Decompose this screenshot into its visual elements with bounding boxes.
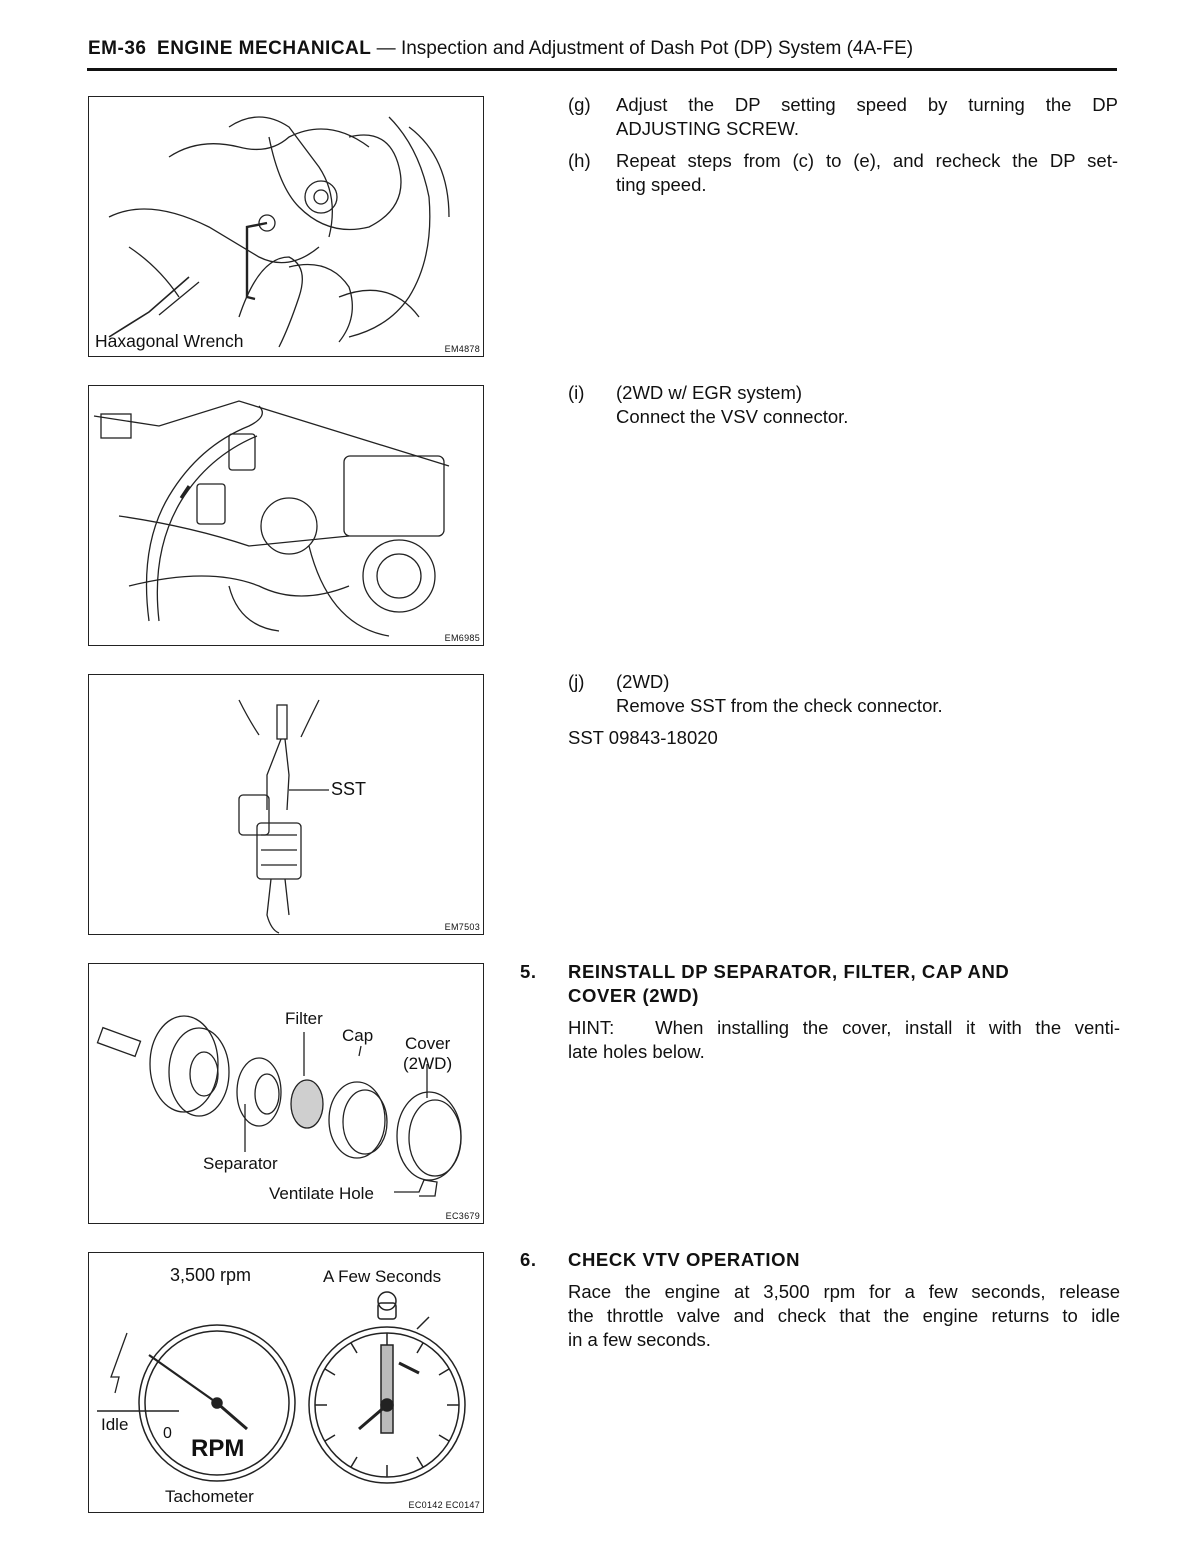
label-idle: Idle xyxy=(101,1415,129,1434)
step-number: 6. xyxy=(520,1249,537,1270)
step-heading-line: REINSTALL DP SEPARATOR, FILTER, CAP AND xyxy=(568,961,1010,982)
step-marker: (j) xyxy=(568,671,585,692)
figure-code: EM6985 xyxy=(444,633,480,643)
step-marker: (g) xyxy=(568,94,591,115)
step-marker: (i) xyxy=(568,382,585,403)
header-dash: — xyxy=(376,38,396,59)
step-heading: CHECK VTV OPERATION xyxy=(568,1249,801,1270)
step-text-line: ting speed. xyxy=(616,174,707,195)
step-text-line: Race the engine at 3,500 rpm for a few seconds, release xyxy=(568,1281,1120,1302)
page-subtitle: Inspection and Adjustment of Dash Pot (DP) System (4A-FE) xyxy=(400,38,914,59)
figure-check-connector xyxy=(88,674,484,935)
label-sst: SST xyxy=(331,779,367,799)
figure-code: EC3679 xyxy=(445,1211,480,1221)
figure-hex-wrench xyxy=(88,96,484,357)
label-hex-wrench: Haxagonal Wrench xyxy=(95,331,244,351)
figure-tachometer xyxy=(88,1252,484,1513)
step-text-line: Adjust the DP setting speed by turning the DP xyxy=(616,94,1118,115)
step-text-line: Repeat steps from (c) to (e), and recheck the DP set- xyxy=(616,150,1118,171)
hint-line: late holes below. xyxy=(568,1041,705,1062)
step-text-line: Remove SST from the check connector. xyxy=(616,695,943,716)
hex-wrench-illustration xyxy=(89,97,484,357)
label-ventilate-hole: Ventilate Hole xyxy=(269,1184,374,1203)
header-rule xyxy=(87,68,1117,71)
label-rpm: RPM xyxy=(191,1435,245,1462)
figure-dp-separator xyxy=(88,963,484,1224)
label-cover: Cover xyxy=(405,1034,451,1053)
label-a-few-seconds: A Few Seconds xyxy=(323,1267,442,1286)
sst-number: SST 09843-18020 xyxy=(568,727,718,748)
vsv-connector-illustration xyxy=(89,386,484,646)
label-filter: Filter xyxy=(285,1009,323,1028)
label-3500-rpm: 3,500 rpm xyxy=(170,1265,252,1285)
figure-code: EC0142 EC0147 xyxy=(408,1500,480,1510)
label-gauge-zero: 0 xyxy=(163,1425,172,1442)
step-text-line: ADJUSTING SCREW. xyxy=(616,118,799,139)
label-cover-2wd: (2WD) xyxy=(403,1054,453,1073)
figure-code: EM4878 xyxy=(444,344,480,354)
hint-line: HINT: When installing the cover, install it with the venti- xyxy=(568,1017,1120,1038)
step-text-line: in a few seconds. xyxy=(568,1329,711,1350)
step-text-line: the throttle valve and check that the engine returns to idle xyxy=(568,1305,1120,1326)
label-separator: Separator xyxy=(203,1154,278,1173)
step-heading-line: COVER (2WD) xyxy=(568,985,699,1006)
step-text-line: Connect the VSV connector. xyxy=(616,406,849,427)
figure-code: EM7503 xyxy=(444,922,480,932)
label-cap: Cap xyxy=(342,1026,374,1045)
page-header xyxy=(88,38,913,60)
step-text-line: (2WD) xyxy=(616,671,670,692)
label-tachometer: Tachometer xyxy=(165,1487,254,1506)
step-text-line: (2WD w/ EGR system) xyxy=(616,382,803,403)
tachometer-illustration xyxy=(89,1253,484,1513)
figure-vsv-connector xyxy=(88,385,484,646)
step-number: 5. xyxy=(520,961,537,982)
section-title: ENGINE MECHANICAL xyxy=(157,38,372,59)
page-code: EM-36 xyxy=(88,38,147,59)
check-connector-illustration xyxy=(89,675,484,935)
step-marker: (h) xyxy=(568,150,591,171)
